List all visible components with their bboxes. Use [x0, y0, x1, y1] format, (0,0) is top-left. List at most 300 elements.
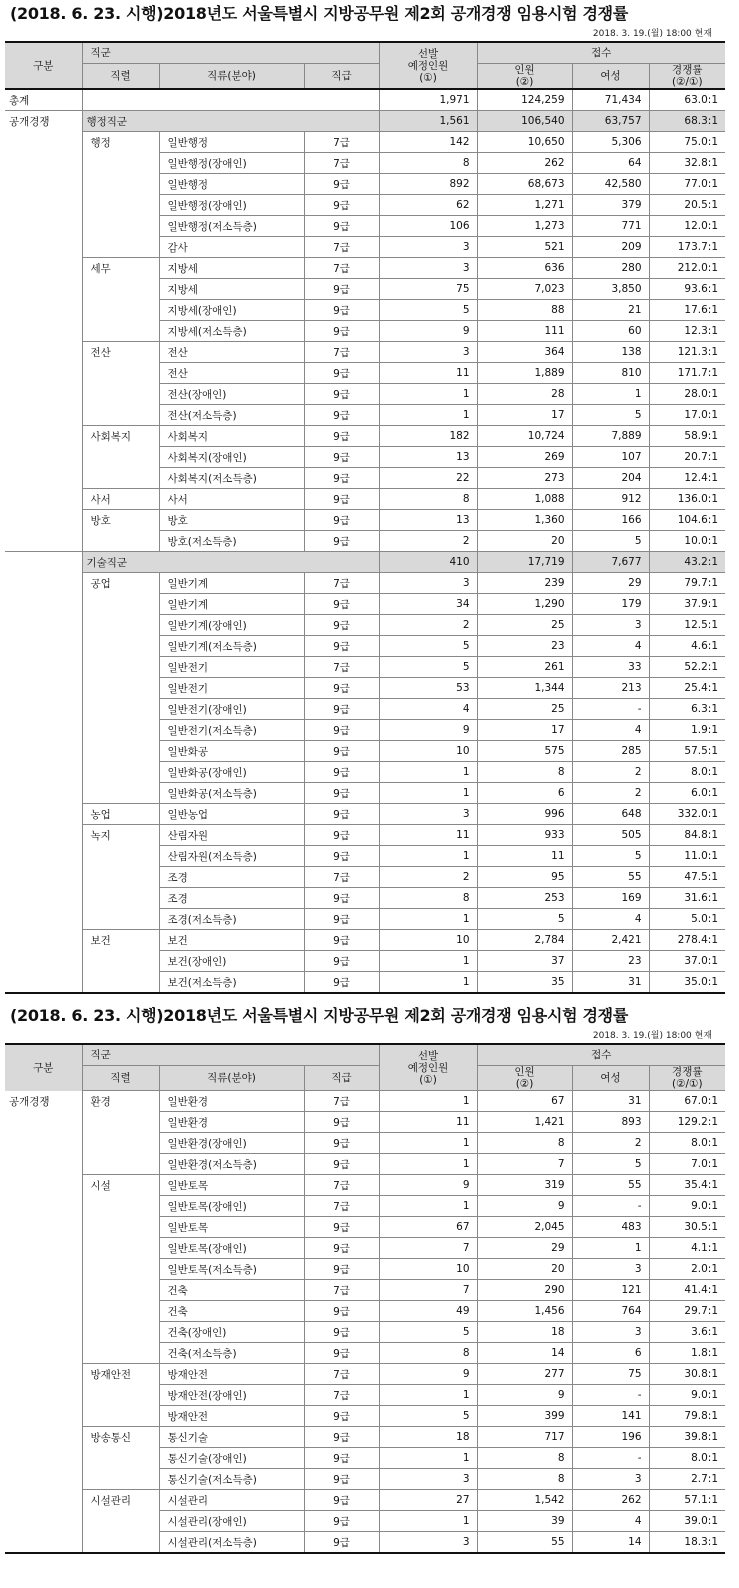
female-cell: 55 — [572, 1175, 649, 1196]
female-cell: 29 — [572, 573, 649, 594]
table-row — [5, 678, 725, 699]
date-note: 2018. 3. 19.(월) 18:00 현재 — [592, 29, 713, 39]
ratio-cell: 173.7:1 — [649, 237, 725, 258]
ratio-cell: 104.6:1 — [649, 510, 725, 531]
category-cell — [5, 846, 82, 867]
series-cell — [82, 1448, 159, 1469]
table-row — [5, 1532, 725, 1554]
field-cell: 건축 — [159, 1301, 304, 1322]
field-cell: 전산(저소득층) — [159, 405, 304, 426]
series-cell: 녹지 — [82, 825, 159, 846]
quota-cell: 1 — [379, 1091, 477, 1112]
category-cell — [5, 216, 82, 237]
grade-cell: 9급 — [304, 720, 379, 741]
applicants-cell: 1,456 — [477, 1301, 572, 1322]
category-cell — [5, 1322, 82, 1343]
ratio-cell: 28.0:1 — [649, 384, 725, 405]
header-female-2: 여성 — [572, 1066, 649, 1091]
applicants-cell: 9 — [477, 1385, 572, 1406]
quota-cell: 1 — [379, 1448, 477, 1469]
field-cell: 사회복지(장애인) — [159, 447, 304, 468]
series-cell — [82, 1112, 159, 1133]
table-row — [5, 1259, 725, 1280]
category-cell — [5, 1532, 82, 1554]
ratio-cell: 57.5:1 — [649, 741, 725, 762]
female-cell: 31 — [572, 972, 649, 994]
quota-cell: 1 — [379, 1154, 477, 1175]
applicants-cell: 575 — [477, 741, 572, 762]
grade-cell: 9급 — [304, 930, 379, 951]
header-people: 인원 (②) — [477, 64, 572, 90]
field-cell: 일반토목(장애인) — [159, 1238, 304, 1259]
ratio-cell: 25.4:1 — [649, 678, 725, 699]
quota-cell: 1 — [379, 972, 477, 994]
quota-cell: 892 — [379, 174, 477, 195]
grade-cell: 7급 — [304, 1175, 379, 1196]
total-row: 총계 1,971 124,259 71,434 63.0:1 — [5, 89, 725, 111]
category-cell — [5, 636, 82, 657]
female-cell: 810 — [572, 363, 649, 384]
female-cell: 280 — [572, 258, 649, 279]
page-title-2: (2018. 6. 23. 시행)2018년도 서울특별시 지방공무원 제2회 공개경쟁 임용시험 경쟁률 — [10, 1006, 628, 1025]
grade-cell: 9급 — [304, 1448, 379, 1469]
applicants-cell: 273 — [477, 468, 572, 489]
female-cell: 505 — [572, 825, 649, 846]
table-row — [5, 909, 725, 930]
grade-cell: 9급 — [304, 1469, 379, 1490]
grade-cell: 9급 — [304, 1154, 379, 1175]
series-cell — [82, 1217, 159, 1238]
category-cell — [5, 531, 82, 552]
applicants-cell: 1,421 — [477, 1112, 572, 1133]
female-cell: 196 — [572, 1427, 649, 1448]
quota-cell: 18 — [379, 1427, 477, 1448]
table-row — [5, 321, 725, 342]
ratio-cell: 30.5:1 — [649, 1217, 725, 1238]
series-cell: 보건 — [82, 930, 159, 951]
category-cell — [5, 594, 82, 615]
field-cell: 일반환경(저소득층) — [159, 1154, 304, 1175]
quota-cell: 34 — [379, 594, 477, 615]
field-cell: 일반토목 — [159, 1175, 304, 1196]
series-cell — [82, 447, 159, 468]
table-row — [5, 426, 725, 447]
applicants-cell: 1,344 — [477, 678, 572, 699]
table-row — [5, 1112, 725, 1133]
applicants-cell: 25 — [477, 699, 572, 720]
applicants-cell: 7,023 — [477, 279, 572, 300]
table-row — [5, 447, 725, 468]
quota-cell: 3 — [379, 258, 477, 279]
female-cell: 5 — [572, 405, 649, 426]
grade-cell: 9급 — [304, 1532, 379, 1554]
applicants-cell: 8 — [477, 1469, 572, 1490]
header-jikryeol: 직렬 — [82, 64, 159, 90]
field-cell: 사회복지(저소득층) — [159, 468, 304, 489]
field-cell: 방재안전(장애인) — [159, 1385, 304, 1406]
quota-cell: 3 — [379, 573, 477, 594]
category-cell — [5, 174, 82, 195]
female-cell: 5 — [572, 531, 649, 552]
field-cell: 전산 — [159, 363, 304, 384]
grade-cell: 9급 — [304, 636, 379, 657]
category-cell — [5, 1154, 82, 1175]
grade-cell: 9급 — [304, 1490, 379, 1511]
field-cell: 시설관리(저소득층) — [159, 1532, 304, 1554]
category-cell — [5, 237, 82, 258]
female-cell: 1 — [572, 1238, 649, 1259]
female-cell: 2 — [572, 1133, 649, 1154]
quota-cell: 10 — [379, 741, 477, 762]
female-cell: 3 — [572, 1469, 649, 1490]
grade-cell: 7급 — [304, 1091, 379, 1112]
female-cell: 33 — [572, 657, 649, 678]
series-cell: 환경 — [82, 1091, 159, 1112]
series-cell — [82, 216, 159, 237]
series-cell — [82, 909, 159, 930]
series-cell — [82, 384, 159, 405]
ratio-cell: 9.0:1 — [649, 1385, 725, 1406]
series-cell — [82, 405, 159, 426]
applicants-cell: 23 — [477, 636, 572, 657]
grade-cell: 9급 — [304, 699, 379, 720]
grade-cell: 7급 — [304, 258, 379, 279]
competition-table-2 — [5, 1043, 725, 1554]
field-cell: 일반전기(저소득층) — [159, 720, 304, 741]
ratio-cell: 5.0:1 — [649, 909, 725, 930]
grade-cell: 7급 — [304, 1196, 379, 1217]
quota-cell: 22 — [379, 468, 477, 489]
field-cell: 지방세(장애인) — [159, 300, 304, 321]
category-cell — [5, 804, 82, 825]
grade-cell: 9급 — [304, 1322, 379, 1343]
competition-table-1 — [5, 41, 725, 994]
grade-cell: 9급 — [304, 825, 379, 846]
series-cell — [82, 1196, 159, 1217]
grade-cell: 9급 — [304, 1112, 379, 1133]
female-cell: 771 — [572, 216, 649, 237]
field-cell: 일반토목 — [159, 1217, 304, 1238]
table-row — [5, 174, 725, 195]
category-cell — [5, 300, 82, 321]
applicants-cell: 29 — [477, 1238, 572, 1259]
table-row — [5, 972, 725, 994]
applicants-cell: 636 — [477, 258, 572, 279]
table-row — [5, 888, 725, 909]
series-cell — [82, 1238, 159, 1259]
female-cell: 2 — [572, 762, 649, 783]
quota-cell: 7 — [379, 1238, 477, 1259]
table-row — [5, 1427, 725, 1448]
table-row — [5, 783, 725, 804]
female-cell: 3 — [572, 1322, 649, 1343]
series-cell — [82, 783, 159, 804]
ratio-cell: 8.0:1 — [649, 1448, 725, 1469]
series-cell — [82, 1301, 159, 1322]
quota-cell: 5 — [379, 1322, 477, 1343]
female-cell: 21 — [572, 300, 649, 321]
female-cell: 483 — [572, 1217, 649, 1238]
ratio-cell: 75.0:1 — [649, 132, 725, 153]
category-cell — [5, 1469, 82, 1490]
table-row — [5, 384, 725, 405]
quota-cell: 75 — [379, 279, 477, 300]
category-cell — [5, 1343, 82, 1364]
field-cell: 조경 — [159, 888, 304, 909]
grade-cell: 9급 — [304, 174, 379, 195]
female-cell: 4 — [572, 1511, 649, 1532]
applicants-cell: 1,360 — [477, 510, 572, 531]
series-cell — [82, 195, 159, 216]
female-cell: 262 — [572, 1490, 649, 1511]
series-cell: 방호 — [82, 510, 159, 531]
quota-cell: 182 — [379, 426, 477, 447]
category-cell — [5, 783, 82, 804]
ratio-cell: 12.4:1 — [649, 468, 725, 489]
table-row — [5, 1196, 725, 1217]
grade-cell: 9급 — [304, 426, 379, 447]
ratio-cell: 171.7:1 — [649, 363, 725, 384]
date-note-2: 2018. 3. 19.(월) 18:00 현재 — [592, 1031, 713, 1041]
series-cell — [82, 972, 159, 994]
applicants-cell: 269 — [477, 447, 572, 468]
table-row — [5, 405, 725, 426]
grade-cell: 9급 — [304, 447, 379, 468]
header-female: 여성 — [572, 64, 649, 90]
female-cell: 209 — [572, 237, 649, 258]
applicants-cell: 996 — [477, 804, 572, 825]
category-cell — [5, 1385, 82, 1406]
table-row — [5, 1490, 725, 1511]
category-cell — [5, 972, 82, 994]
quota-cell: 11 — [379, 1112, 477, 1133]
table-row — [5, 657, 725, 678]
category-cell — [5, 153, 82, 174]
ratio-cell: 11.0:1 — [649, 846, 725, 867]
series-cell — [82, 1511, 159, 1532]
applicants-cell: 717 — [477, 1427, 572, 1448]
female-cell: 893 — [572, 1112, 649, 1133]
grade-cell: 9급 — [304, 1217, 379, 1238]
category-cell — [5, 1448, 82, 1469]
quota-cell: 10 — [379, 1259, 477, 1280]
quota-cell: 1 — [379, 1511, 477, 1532]
applicants-cell: 35 — [477, 972, 572, 994]
ratio-cell: 47.5:1 — [649, 867, 725, 888]
table-row — [5, 1301, 725, 1322]
quota-cell: 3 — [379, 1532, 477, 1554]
field-cell: 일반행정(장애인) — [159, 195, 304, 216]
field-cell: 일반전기 — [159, 657, 304, 678]
ratio-cell: 6.3:1 — [649, 699, 725, 720]
quota-cell: 1 — [379, 951, 477, 972]
series-cell: 공업 — [82, 573, 159, 594]
table-row — [5, 279, 725, 300]
female-cell: 138 — [572, 342, 649, 363]
field-cell: 보건 — [159, 930, 304, 951]
applicants-cell: 1,889 — [477, 363, 572, 384]
applicants-cell: 17 — [477, 720, 572, 741]
female-cell: 141 — [572, 1406, 649, 1427]
series-cell: 행정 — [82, 132, 159, 153]
field-cell: 일반행정 — [159, 174, 304, 195]
applicants-cell: 1,290 — [477, 594, 572, 615]
series-cell: 시설 — [82, 1175, 159, 1196]
female-cell: 14 — [572, 1532, 649, 1554]
series-cell — [82, 1406, 159, 1427]
grade-cell: 7급 — [304, 1385, 379, 1406]
series-cell — [82, 699, 159, 720]
female-cell: 213 — [572, 678, 649, 699]
ratio-cell: 37.9:1 — [649, 594, 725, 615]
grade-cell: 9급 — [304, 489, 379, 510]
category-cell — [5, 678, 82, 699]
category-cell — [5, 867, 82, 888]
female-cell: 379 — [572, 195, 649, 216]
quota-cell: 2 — [379, 867, 477, 888]
field-cell: 일반토목(장애인) — [159, 1196, 304, 1217]
female-cell: 107 — [572, 447, 649, 468]
grade-cell: 9급 — [304, 384, 379, 405]
grade-cell: 9급 — [304, 1427, 379, 1448]
applicants-cell: 319 — [477, 1175, 572, 1196]
field-cell: 일반화공 — [159, 741, 304, 762]
quota-cell: 13 — [379, 447, 477, 468]
ratio-cell: 93.6:1 — [649, 279, 725, 300]
series-cell: 전산 — [82, 342, 159, 363]
applicants-cell: 39 — [477, 1511, 572, 1532]
table-row — [5, 951, 725, 972]
category-cell — [5, 1259, 82, 1280]
quota-cell: 7 — [379, 1280, 477, 1301]
applicants-cell: 290 — [477, 1280, 572, 1301]
series-cell — [82, 1532, 159, 1554]
quota-cell: 3 — [379, 237, 477, 258]
female-cell: 42,580 — [572, 174, 649, 195]
table-row — [5, 825, 725, 846]
field-cell: 산림자원 — [159, 825, 304, 846]
field-cell: 방재안전 — [159, 1406, 304, 1427]
category-cell — [5, 1427, 82, 1448]
applicants-cell: 1,273 — [477, 216, 572, 237]
table-row — [5, 531, 725, 552]
ratio-cell: 20.5:1 — [649, 195, 725, 216]
ratio-cell: 8.0:1 — [649, 1133, 725, 1154]
grade-cell: 9급 — [304, 1133, 379, 1154]
female-cell: 121 — [572, 1280, 649, 1301]
ratio-cell: 10.0:1 — [649, 531, 725, 552]
series-cell — [82, 867, 159, 888]
applicants-cell: 14 — [477, 1343, 572, 1364]
ratio-cell: 20.7:1 — [649, 447, 725, 468]
table-row — [5, 468, 725, 489]
series-cell — [82, 720, 159, 741]
page-title: (2018. 6. 23. 시행)2018년도 서울특별시 지방공무원 제2회 공개경쟁 임용시험 경쟁률 — [10, 4, 628, 23]
series-cell — [82, 1280, 159, 1301]
field-cell: 전산 — [159, 342, 304, 363]
category-cell — [5, 132, 82, 153]
series-cell — [82, 300, 159, 321]
field-cell: 일반화공(장애인) — [159, 762, 304, 783]
table-row — [5, 1364, 725, 1385]
field-cell: 일반행정(저소득층) — [159, 216, 304, 237]
category-cell — [5, 1175, 82, 1196]
quota-cell: 9 — [379, 1364, 477, 1385]
quota-cell: 1 — [379, 909, 477, 930]
header-ratio-2: 경쟁률 (②/①) — [649, 1066, 725, 1091]
table-row — [5, 342, 725, 363]
series-cell — [82, 1343, 159, 1364]
applicants-cell: 25 — [477, 615, 572, 636]
ratio-cell: 77.0:1 — [649, 174, 725, 195]
field-cell: 일반토목(저소득층) — [159, 1259, 304, 1280]
quota-cell: 10 — [379, 930, 477, 951]
female-cell: 285 — [572, 741, 649, 762]
quota-cell: 8 — [379, 153, 477, 174]
grade-cell: 9급 — [304, 741, 379, 762]
table-row — [5, 1091, 725, 1112]
table-row — [5, 132, 725, 153]
ratio-cell: 39.0:1 — [649, 1511, 725, 1532]
category-cell — [5, 909, 82, 930]
table-row — [5, 804, 725, 825]
header-ratio: 경쟁률 (②/①) — [649, 64, 725, 90]
grade-cell: 9급 — [304, 783, 379, 804]
quota-cell: 1 — [379, 846, 477, 867]
quota-cell: 2 — [379, 531, 477, 552]
ratio-cell: 2.7:1 — [649, 1469, 725, 1490]
series-cell — [82, 237, 159, 258]
female-cell: 166 — [572, 510, 649, 531]
ratio-cell: 79.7:1 — [649, 573, 725, 594]
series-cell: 방재안전 — [82, 1364, 159, 1385]
field-cell: 일반기계(저소득층) — [159, 636, 304, 657]
category-cell — [5, 510, 82, 531]
category-cell — [5, 1133, 82, 1154]
ratio-cell: 41.4:1 — [649, 1280, 725, 1301]
category-cell — [5, 1364, 82, 1385]
ratio-cell: 79.8:1 — [649, 1406, 725, 1427]
field-cell: 일반환경 — [159, 1112, 304, 1133]
grade-cell: 9급 — [304, 1406, 379, 1427]
category-cell — [5, 1238, 82, 1259]
applicants-cell: 253 — [477, 888, 572, 909]
applicants-cell: 68,673 — [477, 174, 572, 195]
quota-cell: 1 — [379, 1385, 477, 1406]
applicants-cell: 521 — [477, 237, 572, 258]
quota-cell: 1 — [379, 1196, 477, 1217]
category-cell — [5, 468, 82, 489]
field-cell: 지방세 — [159, 279, 304, 300]
female-cell: 648 — [572, 804, 649, 825]
applicants-cell: 2,045 — [477, 1217, 572, 1238]
applicants-cell: 5 — [477, 909, 572, 930]
table-row — [5, 636, 725, 657]
female-cell: - — [572, 699, 649, 720]
category-cell — [5, 615, 82, 636]
ratio-cell: 3.6:1 — [649, 1322, 725, 1343]
grade-cell: 9급 — [304, 363, 379, 384]
field-cell: 조경(저소득층) — [159, 909, 304, 930]
ratio-cell: 35.0:1 — [649, 972, 725, 994]
applicants-cell: 95 — [477, 867, 572, 888]
header-gubun: 구분 — [5, 42, 82, 89]
field-cell: 건축(장애인) — [159, 1322, 304, 1343]
female-cell: 75 — [572, 1364, 649, 1385]
page2-rows — [5, 1091, 725, 1554]
field-cell: 건축(저소득층) — [159, 1343, 304, 1364]
applicants-cell: 1,542 — [477, 1490, 572, 1511]
